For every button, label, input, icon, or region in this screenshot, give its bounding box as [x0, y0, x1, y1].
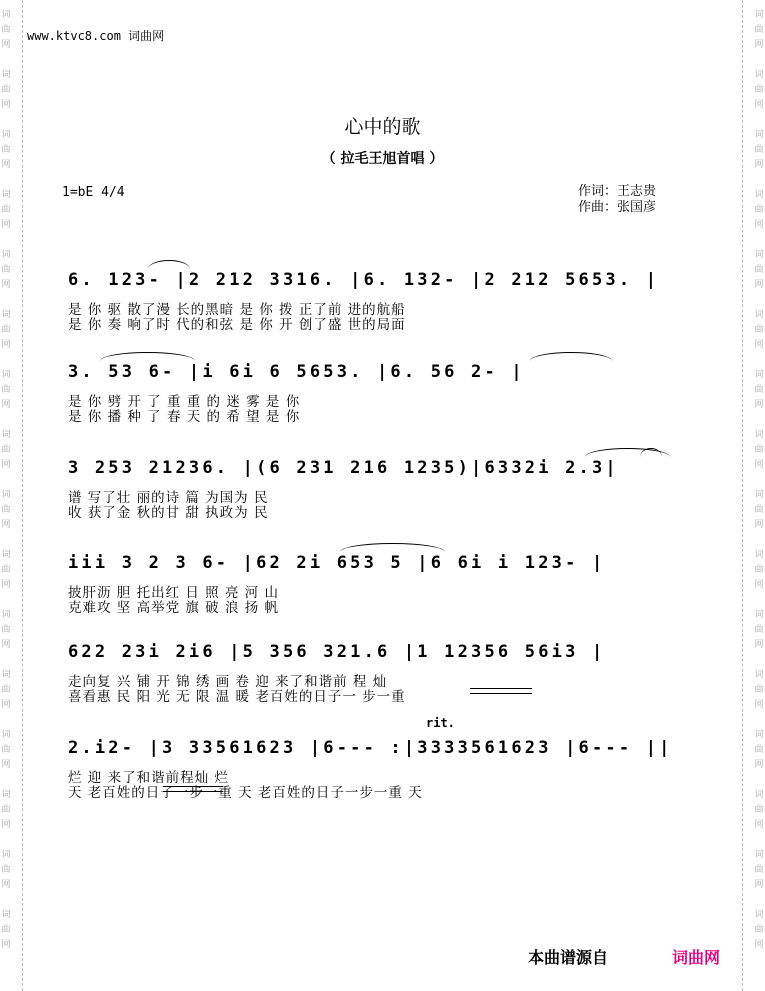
song-subtitle: （ 拉毛王旭首唱 ）	[321, 151, 444, 167]
notation-row: 2.i2- |3 33561623 |6--- :|3333561623 |6--- ||	[68, 738, 673, 758]
side-watermark: 词曲网	[754, 130, 764, 170]
slur-mark	[340, 543, 445, 552]
side-watermark: 词曲网	[1, 430, 11, 470]
notation-row: 6. 123- |2 212 3316. |6. 132- |2 212 5653. |	[68, 270, 660, 290]
side-watermark: 词曲网	[1, 490, 11, 530]
side-watermark: 词曲网	[754, 10, 764, 50]
side-watermark: 词曲网	[1, 130, 11, 170]
site-watermark: www.ktvc8.com 词曲网	[27, 29, 165, 43]
side-watermark: 词曲网	[754, 250, 764, 290]
side-watermark: 词曲网	[754, 190, 764, 230]
side-watermark: 词曲网	[1, 310, 11, 350]
lyric-underline	[163, 786, 223, 792]
slur-mark	[640, 448, 662, 457]
lyrics-verse-1: 烂 迎 来了和谐前程灿 烂	[68, 770, 229, 786]
notation-row: 3. 53 6- |i 6i 6 5653. |6. 56 2- |	[68, 362, 525, 382]
side-watermark: 词曲网	[754, 430, 764, 470]
side-watermark: 词曲网	[754, 550, 764, 590]
lyrics-verse-2: 是 你 奏 响了时 代的和弦 是 你 开 创了盛 世的局面	[68, 317, 406, 333]
lyrics-verse-1: 走向复 兴 铺 开 锦 绣 画 卷 迎 来了和谐前 程 灿	[68, 674, 388, 690]
slur-mark	[530, 352, 612, 361]
composer-credit: 作曲：张国彦	[578, 200, 657, 215]
lyrics-verse-2: 收 获了金 秋的甘 甜 执政为 民	[68, 505, 269, 521]
side-watermark: 词曲网	[1, 550, 11, 590]
lyrics-verse-1: 披肝沥 胆 托出红 日 照 亮 河 山	[68, 585, 280, 601]
song-title: 心中的歌	[344, 116, 421, 138]
lyrics-verse-1: 是 你 驱 散了漫 长的黑暗 是 你 拨 正了前 进的航船	[68, 302, 406, 318]
side-watermark: 词曲网	[1, 670, 11, 710]
side-watermark: 词曲网	[1, 250, 11, 290]
lyrics-verse-2: 是 你 播 种 了 春 天 的 希 望 是 你	[68, 409, 301, 425]
side-watermark: 词曲网	[1, 370, 11, 410]
side-watermark: 词曲网	[754, 670, 764, 710]
rit-mark: rit.	[426, 716, 455, 730]
notation-row: 3 253 21236. |(6 231 216 1235)|6332i 2.3|	[68, 458, 619, 478]
side-watermark: 词曲网	[1, 70, 11, 110]
lyric-underline	[470, 688, 532, 694]
side-watermark: 词曲网	[1, 790, 11, 830]
footer-brand: 词曲网	[672, 948, 721, 967]
lyrics-verse-2: 天 老百姓的日子一步一重 天 老百姓的日子一步一重 天	[68, 785, 423, 801]
side-watermark: 词曲网	[1, 10, 11, 50]
side-watermark: 词曲网	[1, 850, 11, 890]
side-watermark: 词曲网	[754, 850, 764, 890]
side-watermark: 词曲网	[754, 490, 764, 530]
notation-row: iii 3 2 3 6- |62 2i 653 5 |6 6i i 123- |	[68, 553, 606, 573]
footer-source: 本曲谱源自	[528, 948, 609, 967]
lyrics-verse-2: 喜看惠 民 阳 光 无 限 温 暖 老百姓的日子一 步一重	[68, 689, 406, 705]
slur-mark	[100, 352, 195, 361]
side-watermark: 词曲网	[754, 610, 764, 650]
notation-row: 622 23i 2i6 |5 356 321.6 |1 12356 56i3 |	[68, 642, 606, 662]
lyrics-verse-2: 克难攻 坚 高举党 旗 破 浪 扬 帆	[68, 600, 280, 616]
lyrics-verse-1: 是 你 劈 开 了 重 重 的 迷 雾 是 你	[68, 394, 301, 410]
slur-mark	[148, 260, 190, 269]
side-watermark: 词曲网	[754, 790, 764, 830]
side-watermark: 词曲网	[1, 910, 11, 950]
side-watermark: 词曲网	[754, 910, 764, 950]
lyrics-verse-1: 谱 写了壮 丽的诗 篇 为国为 民	[68, 490, 269, 506]
side-watermark: 词曲网	[754, 370, 764, 410]
lyricist-credit: 作词：王志贵	[578, 184, 657, 199]
side-watermark: 词曲网	[1, 730, 11, 770]
side-watermark: 词曲网	[1, 610, 11, 650]
side-watermark: 词曲网	[754, 70, 764, 110]
side-watermark: 词曲网	[754, 310, 764, 350]
side-watermark: 词曲网	[1, 190, 11, 230]
key-signature: 1=bE 4/4	[62, 185, 125, 200]
side-watermark: 词曲网	[754, 730, 764, 770]
